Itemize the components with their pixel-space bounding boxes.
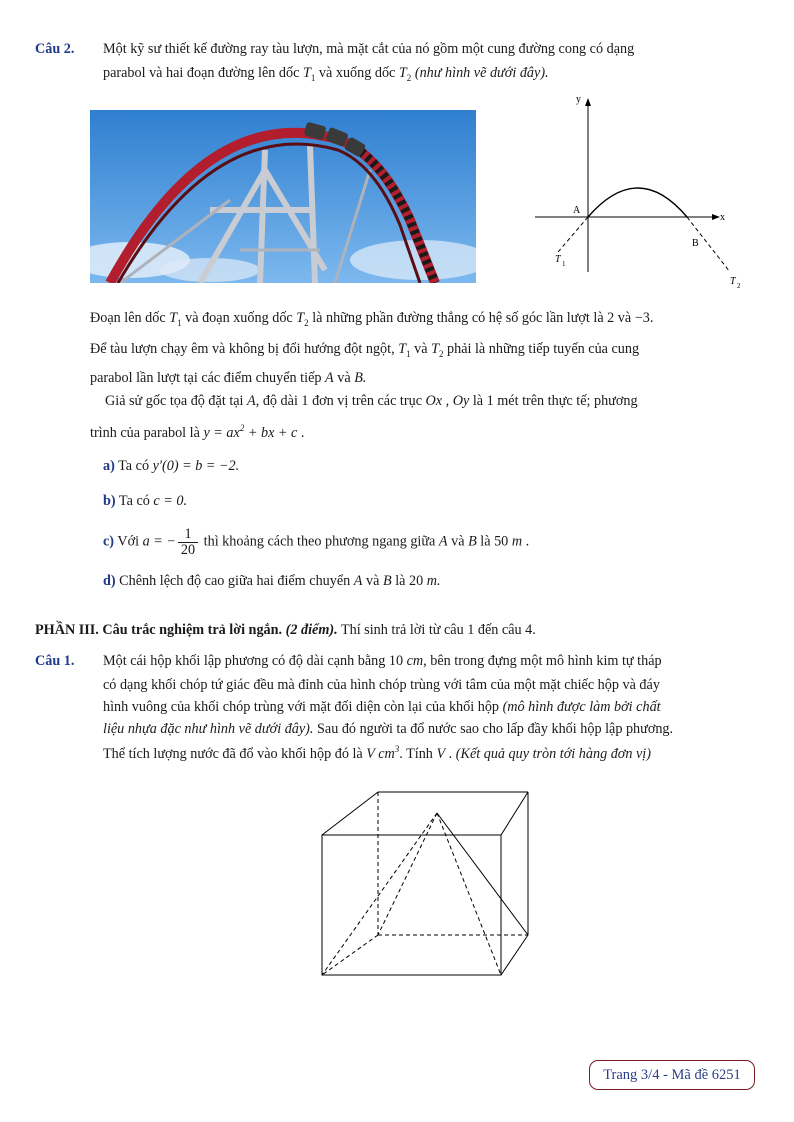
q2-label: Câu 2. (35, 41, 75, 57)
q2-para1-line3: parabol lần lượt tại các điểm chuyển tiếp A và B. (90, 370, 367, 386)
roller-coaster-photo (90, 110, 476, 283)
q2-para2-line2: trình của parabol là $y = ax^2$ + bx + c . (90, 423, 305, 441)
option-d: d) Chênh lệch độ cao giữa hai điểm chuyển A và B là 20 m. (103, 573, 441, 589)
q2-para2-line1: Giả sử gốc tọa độ đặt tại A, độ dài 1 đơn vị trên các trục Ox , Oy là 1 mét trên thực tế; phương (105, 393, 638, 409)
svg-text:2: 2 (737, 282, 741, 290)
q2-para1-line2: Để tàu lượn chạy êm và không bị đổi hướng đột ngột, $T_1$ và $T_2$ phải là những tiếp tuyến của cung (90, 341, 640, 359)
option-a: a) Ta có y′(0) = b = −2. (103, 458, 240, 474)
t2-label: T (730, 276, 736, 287)
page-number-badge: Trang 3/4 - Mã đề 6251 (589, 1060, 755, 1090)
q2-intro-line1: Một kỹ sư thiết kế đường ray tàu lượn, mà mặt cắt của nó gồm một cung đường cong có dạng (103, 41, 635, 57)
q1-line3: hình vuông của khối chóp trùng với mặt đối diện còn lại của khối hộp (mô hình được làm bởi chất (103, 699, 661, 715)
q1-label: Câu 1. (35, 653, 75, 669)
q2-para1-line1: Đoạn lên dốc $T_1$ và đoạn xuống dốc $T_2$ là những phần đường thẳng có hệ số góc lần lượt là 2 và −3. (90, 310, 654, 328)
cube-pyramid-figure (315, 785, 535, 985)
q2-intro-line2: parabol và hai đoạn đường lên dốc $T_1$ và xuống dốc $T_2$ (như hình vẽ dưới đây). (103, 65, 549, 83)
parabola-graph (530, 92, 760, 292)
svg-text:1: 1 (562, 260, 566, 268)
option-c: c) Với a = − $\frac{1}{20}$ thì khoảng cách theo phương ngang giữa A và B là 50 m . (103, 526, 530, 558)
q1-line2: có dạng khối chóp tứ giác đều mà đỉnh của hình chóp trùng với tâm của một mặt chiếc hộp và đáy (103, 677, 660, 693)
x-axis-label: x (720, 212, 725, 223)
q1-line1: Một cái hộp khối lập phương có độ dài cạnh bằng 10 cm, bên trong đựng một mô hình kim tự tháp (103, 653, 662, 669)
part3-heading: PHẦN III. Câu trắc nghiệm trả lời ngắn. (2 điểm). Thí sinh trả lời từ câu 1 đến câu 4. (35, 622, 536, 638)
y-axis-label: y (576, 94, 581, 105)
option-b: b) Ta có c = 0. (103, 493, 187, 509)
q1-line4: liệu nhựa đặc như hình vẽ dưới đây). Sau đó người ta đổ nước sao cho lấp đầy khối hộp lập phương. (103, 721, 674, 737)
point-a-label: A (573, 205, 581, 216)
t1-label: T (555, 254, 561, 265)
point-b-label: B (692, 238, 699, 249)
q1-line5: Thể tích lượng nước đã đổ vào khối hộp đó là V $cm^3$. Tính V . (Kết quả quy tròn tới hàng đơn vị) (103, 744, 651, 762)
